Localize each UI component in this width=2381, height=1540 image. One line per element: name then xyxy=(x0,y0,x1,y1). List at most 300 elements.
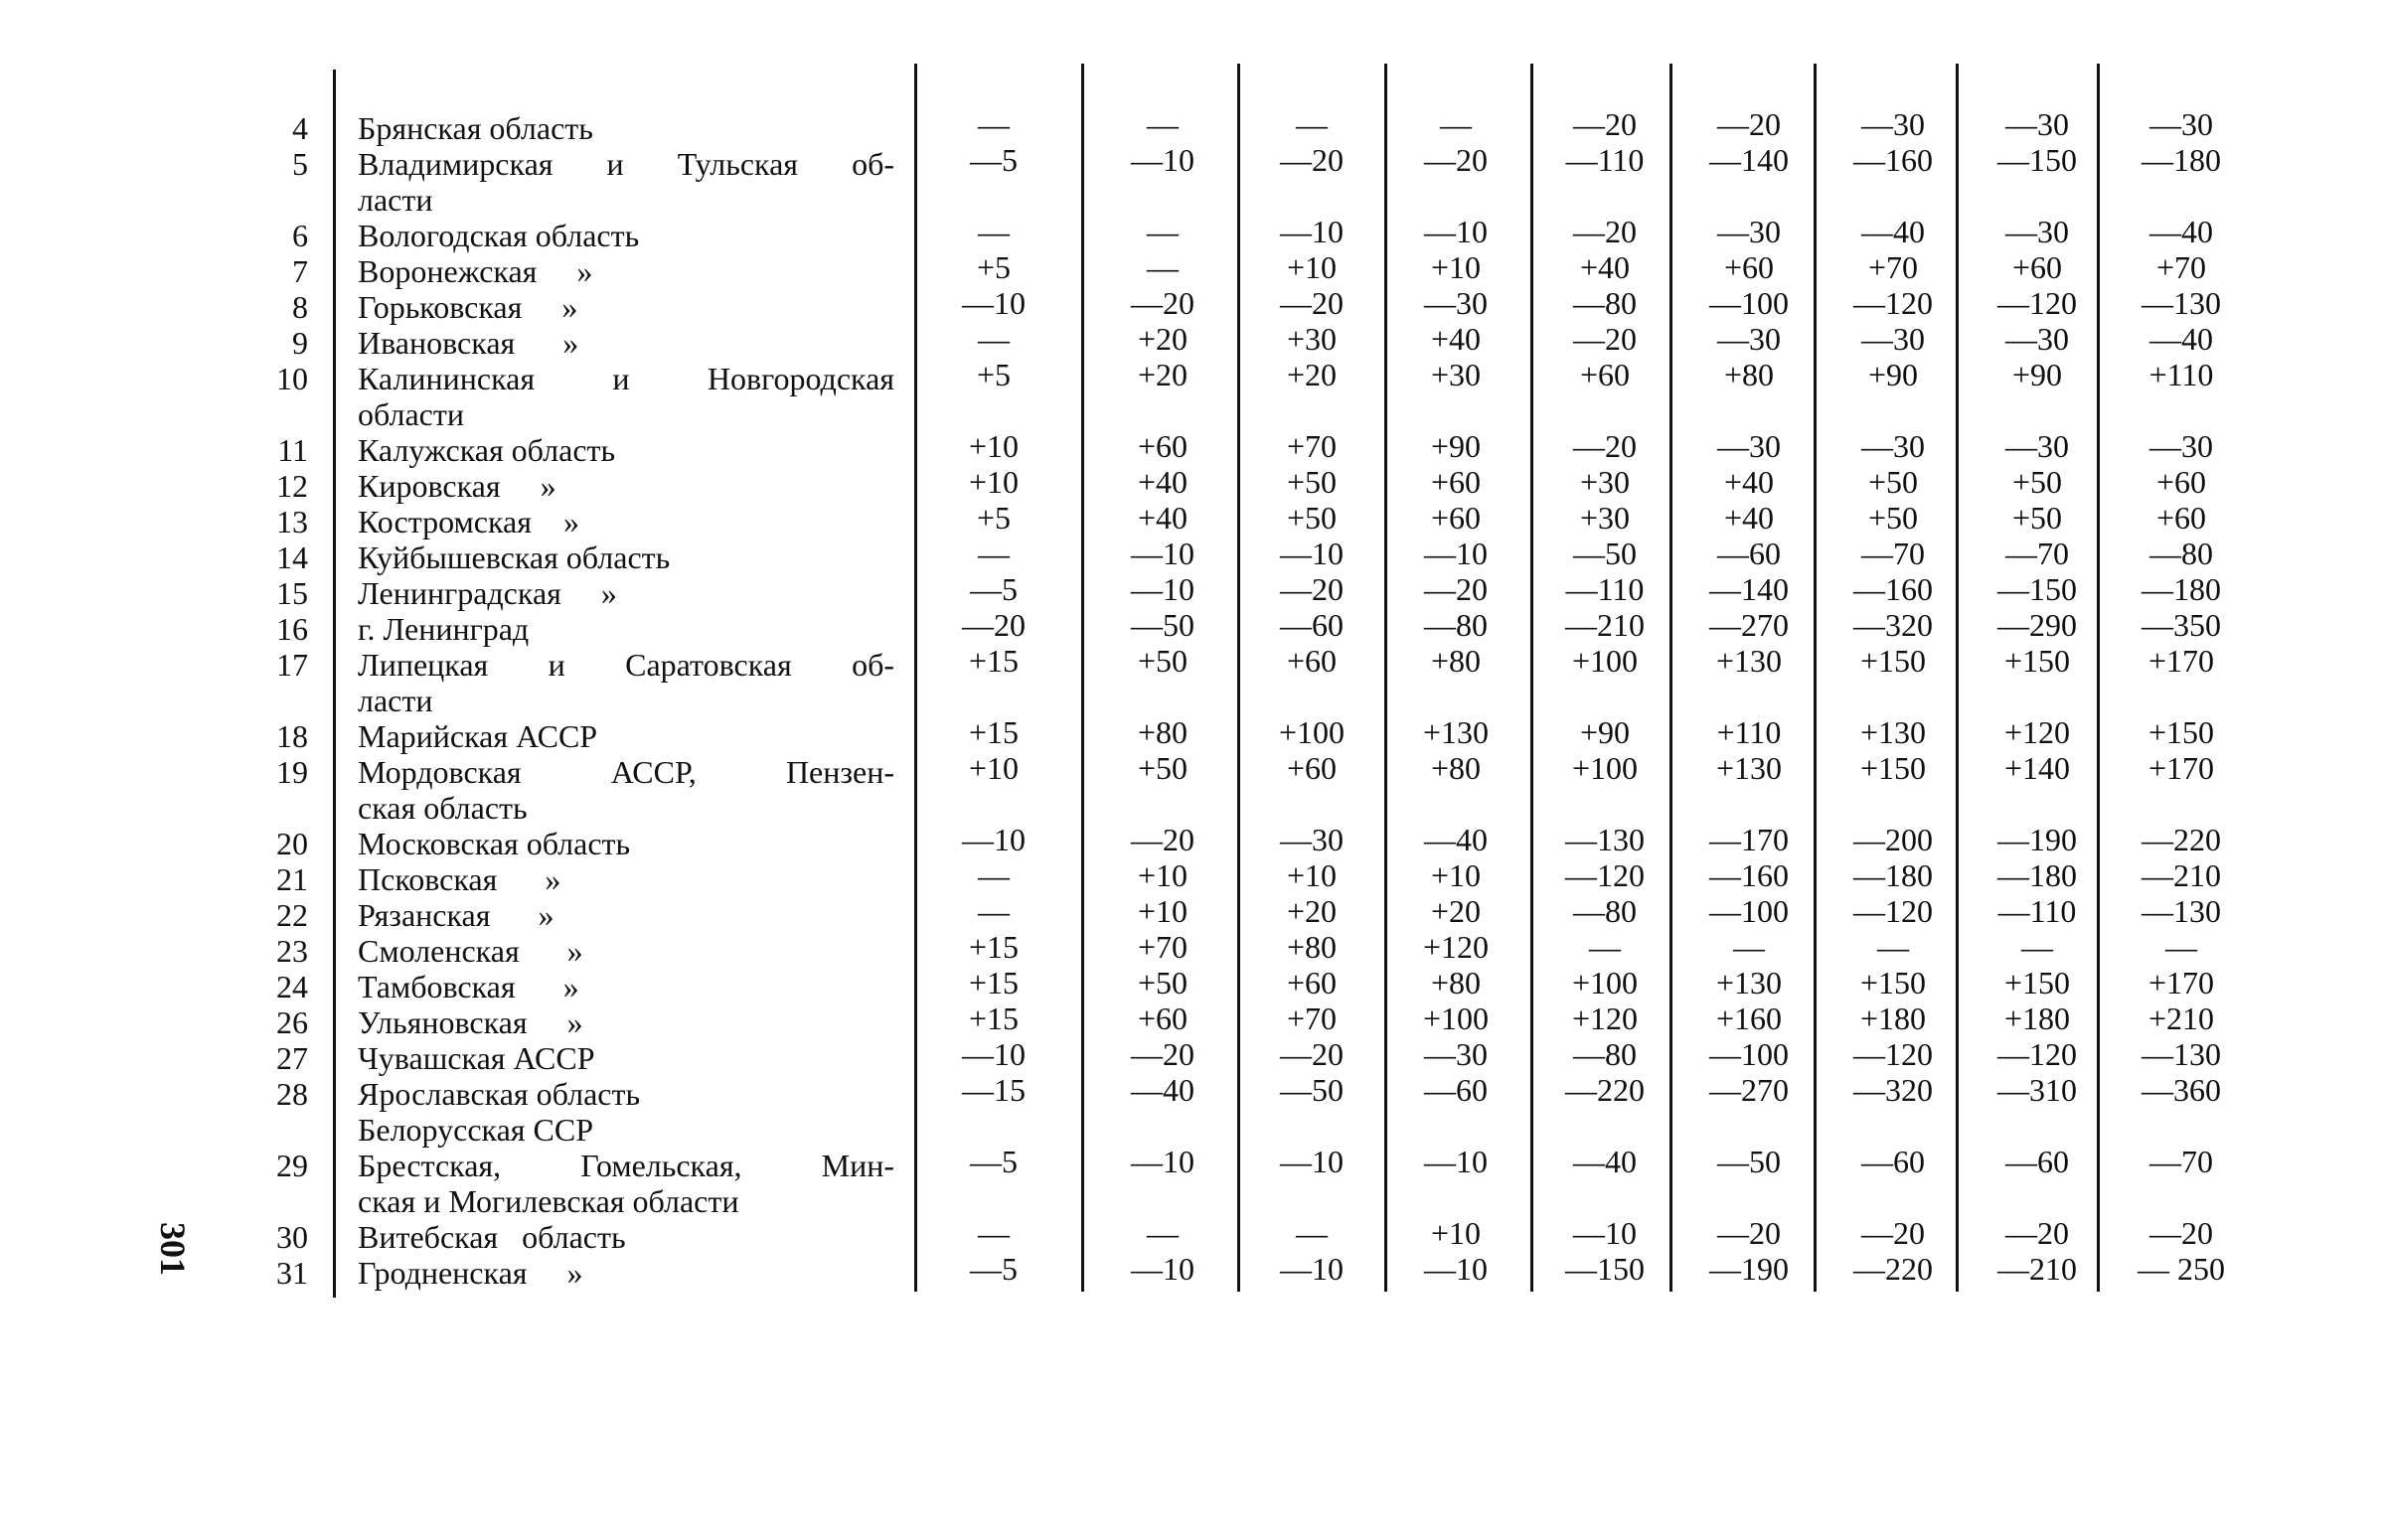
value-cell: —20 xyxy=(1861,1215,1925,1251)
value-cell: —15 xyxy=(962,1072,1026,1108)
value-cell: +90 xyxy=(1867,357,1919,392)
value-cell: +180 xyxy=(1859,1001,1927,1036)
value-cell: —60 xyxy=(1861,1144,1925,1179)
value-cell: +100 xyxy=(1571,643,1639,679)
value-cell: —30 xyxy=(1717,428,1781,464)
value-cell: +60 xyxy=(1430,464,1482,500)
value-cell: +70 xyxy=(1867,249,1919,285)
row-label: Куйбышевская область xyxy=(358,539,671,575)
value-cell: —80 xyxy=(1573,893,1637,929)
value-cell: —5 xyxy=(970,1144,1018,1179)
column-divider xyxy=(914,64,917,1292)
value-cell: —270 xyxy=(1709,1072,1789,1108)
value-cell: —140 xyxy=(1709,571,1789,607)
value-cell: —10 xyxy=(1280,214,1344,249)
row-label: Ульяновская » xyxy=(358,1004,583,1040)
row-number: 30 xyxy=(276,1219,308,1255)
value-cell: —160 xyxy=(1709,857,1789,893)
value-cell: —20 xyxy=(1717,1215,1781,1251)
row-number: 9 xyxy=(292,325,308,361)
row-label: Чувашская АССР xyxy=(358,1040,595,1076)
row-label: Московская область xyxy=(358,826,631,861)
value-cell: +90 xyxy=(2011,357,2063,392)
value-cell: —270 xyxy=(1709,607,1789,643)
value-cell: —10 xyxy=(1131,536,1194,571)
value-cell: —70 xyxy=(2005,536,2069,571)
value-cell: +100 xyxy=(1278,714,1346,750)
value-cell: +10 xyxy=(1430,249,1482,285)
value-cell: +60 xyxy=(1137,428,1189,464)
value-cell: —40 xyxy=(2149,321,2213,357)
value-cell: —30 xyxy=(1280,822,1344,857)
value-cell: +30 xyxy=(1579,464,1631,500)
value-cell: +20 xyxy=(1430,893,1482,929)
value-cell: +15 xyxy=(968,929,1020,965)
value-cell: +90 xyxy=(1579,714,1631,750)
value-cell: —160 xyxy=(1853,142,1933,178)
value-cell: —360 xyxy=(2142,1072,2221,1108)
value-cell: —130 xyxy=(2142,893,2221,929)
row-number: 17 xyxy=(276,647,308,683)
value-cell: —20 xyxy=(1573,214,1637,249)
value-cell: +10 xyxy=(1286,857,1338,893)
value-cell: +50 xyxy=(1137,965,1189,1001)
value-cell: — xyxy=(1147,214,1179,249)
row-label: Белорусская ССР xyxy=(358,1112,593,1148)
row-number: 5 xyxy=(292,146,308,182)
value-cell: — xyxy=(978,106,1010,142)
value-cell: +40 xyxy=(1137,464,1189,500)
row-label: Витебская область xyxy=(358,1219,626,1255)
value-cell: —50 xyxy=(1717,1144,1781,1179)
value-cell: +50 xyxy=(1867,464,1919,500)
value-cell: +20 xyxy=(1137,321,1189,357)
value-cell: —10 xyxy=(1424,214,1488,249)
value-cell: —50 xyxy=(1280,1072,1344,1108)
row-label: Калужская область xyxy=(358,432,616,468)
value-cell: —120 xyxy=(1997,285,2077,321)
value-cell: —60 xyxy=(2005,1144,2069,1179)
value-cell: —120 xyxy=(1853,1036,1933,1072)
value-cell: —10 xyxy=(962,285,1026,321)
row-number: 21 xyxy=(276,861,308,897)
value-cell: — xyxy=(1877,929,1909,965)
value-cell: —40 xyxy=(1424,822,1488,857)
value-cell: —70 xyxy=(1861,536,1925,571)
row-label: Воронежская » xyxy=(358,253,593,289)
value-cell: +140 xyxy=(2003,750,2071,786)
value-cell: —170 xyxy=(1709,822,1789,857)
value-cell: — xyxy=(1147,106,1179,142)
value-cell: —30 xyxy=(1424,1036,1488,1072)
column-divider xyxy=(1530,64,1533,1292)
value-cell: —20 xyxy=(962,607,1026,643)
value-cell: —140 xyxy=(1709,142,1789,178)
value-cell: —210 xyxy=(2142,857,2221,893)
value-cell: +60 xyxy=(2155,464,2207,500)
row-number: 8 xyxy=(292,289,308,325)
value-cell: — xyxy=(2021,929,2053,965)
value-cell: +70 xyxy=(1286,1001,1338,1036)
value-cell: —130 xyxy=(1565,822,1645,857)
value-cell: +15 xyxy=(968,643,1020,679)
value-cell: — xyxy=(1589,929,1621,965)
value-cell: +150 xyxy=(1859,643,1927,679)
value-cell: —120 xyxy=(1853,285,1933,321)
value-cell: +50 xyxy=(2011,464,2063,500)
row-number: 16 xyxy=(276,611,308,647)
row-label: Ленинградская » xyxy=(358,575,617,611)
value-cell: —350 xyxy=(2142,607,2221,643)
value-cell: —20 xyxy=(1573,321,1637,357)
value-cell: — xyxy=(978,321,1010,357)
value-cell: +100 xyxy=(1571,965,1639,1001)
row-label: Мордовская АССР, Пензен- xyxy=(358,754,894,790)
value-cell: —20 xyxy=(1573,428,1637,464)
value-cell: —10 xyxy=(1131,571,1194,607)
value-cell: +40 xyxy=(1137,500,1189,536)
value-cell: +80 xyxy=(1430,750,1482,786)
row-label: Брестская, Гомельская, Мин- xyxy=(358,1148,894,1183)
value-cell: —180 xyxy=(1997,857,2077,893)
value-cell: +150 xyxy=(1859,965,1927,1001)
value-cell: +10 xyxy=(968,464,1020,500)
value-cell: —100 xyxy=(1709,1036,1789,1072)
value-cell: +210 xyxy=(2147,1001,2215,1036)
value-cell: —50 xyxy=(1573,536,1637,571)
value-cell: — xyxy=(978,857,1010,893)
row-label: Костромская » xyxy=(358,504,579,539)
value-cell: —10 xyxy=(1131,142,1194,178)
value-cell: +70 xyxy=(2155,249,2207,285)
value-cell: —30 xyxy=(2005,321,2069,357)
value-cell: +60 xyxy=(1286,643,1338,679)
value-cell: —30 xyxy=(2149,106,2213,142)
value-cell: +100 xyxy=(1422,1001,1490,1036)
value-cell: +50 xyxy=(1286,464,1338,500)
value-cell: —110 xyxy=(1997,893,2077,929)
value-cell: —20 xyxy=(1131,1036,1194,1072)
value-cell: +80 xyxy=(1137,714,1189,750)
value-cell: —5 xyxy=(970,571,1018,607)
value-cell: —20 xyxy=(1280,571,1344,607)
value-cell: —180 xyxy=(1853,857,1933,893)
value-cell: —30 xyxy=(1861,106,1925,142)
value-cell: — xyxy=(1733,929,1765,965)
value-cell: +15 xyxy=(968,965,1020,1001)
value-cell: +60 xyxy=(1137,1001,1189,1036)
value-cell: — xyxy=(978,893,1010,929)
row-number: 23 xyxy=(276,933,308,969)
value-cell: +15 xyxy=(968,714,1020,750)
value-cell: —150 xyxy=(1565,1251,1645,1287)
value-cell: +15 xyxy=(968,1001,1020,1036)
value-cell: —10 xyxy=(1280,536,1344,571)
value-cell: —290 xyxy=(1997,607,2077,643)
value-cell: —320 xyxy=(1853,1072,1933,1108)
value-cell: +90 xyxy=(1430,428,1482,464)
value-cell: —80 xyxy=(2149,536,2213,571)
value-cell: +80 xyxy=(1723,357,1775,392)
value-cell: +5 xyxy=(976,357,1012,392)
value-cell: —220 xyxy=(1565,1072,1645,1108)
value-cell: +120 xyxy=(1422,929,1490,965)
value-cell: +60 xyxy=(1723,249,1775,285)
value-cell: —10 xyxy=(1424,536,1488,571)
value-cell: +10 xyxy=(968,750,1020,786)
value-cell: +170 xyxy=(2147,643,2215,679)
value-cell: +130 xyxy=(1715,750,1783,786)
value-cell: +160 xyxy=(1715,1001,1783,1036)
value-cell: —10 xyxy=(1280,1251,1344,1287)
row-label: ласти xyxy=(358,182,433,218)
row-number: 22 xyxy=(276,897,308,933)
value-cell: —210 xyxy=(1565,607,1645,643)
value-cell: +30 xyxy=(1579,500,1631,536)
value-cell: —10 xyxy=(962,822,1026,857)
value-cell: —60 xyxy=(1717,536,1781,571)
value-cell: —30 xyxy=(2005,106,2069,142)
value-cell: —30 xyxy=(2005,214,2069,249)
value-cell: +150 xyxy=(1859,750,1927,786)
value-cell: +80 xyxy=(1286,929,1338,965)
value-cell: +100 xyxy=(1571,750,1639,786)
row-label: Ивановская » xyxy=(358,325,579,361)
value-cell: —20 xyxy=(1131,285,1194,321)
value-cell: —40 xyxy=(1131,1072,1194,1108)
value-cell: +170 xyxy=(2147,965,2215,1001)
value-cell: —120 xyxy=(1853,893,1933,929)
value-cell: —10 xyxy=(1424,1144,1488,1179)
value-cell: —40 xyxy=(1861,214,1925,249)
value-cell: —130 xyxy=(2142,285,2221,321)
value-cell: —20 xyxy=(1717,106,1781,142)
value-cell: +20 xyxy=(1137,357,1189,392)
value-cell: —20 xyxy=(1424,142,1488,178)
value-cell: +150 xyxy=(2003,643,2071,679)
row-number: 10 xyxy=(276,361,308,396)
value-cell: +10 xyxy=(1286,249,1338,285)
value-cell: —110 xyxy=(1565,571,1645,607)
row-number: 19 xyxy=(276,754,308,790)
value-cell: —310 xyxy=(1997,1072,2077,1108)
value-cell: —320 xyxy=(1853,607,1933,643)
value-cell: +5 xyxy=(976,500,1012,536)
value-cell: — xyxy=(1147,1215,1179,1251)
row-number: 26 xyxy=(276,1004,308,1040)
value-cell: — xyxy=(978,536,1010,571)
value-cell: —20 xyxy=(2005,1215,2069,1251)
value-cell: +60 xyxy=(2155,500,2207,536)
value-cell: —50 xyxy=(1131,607,1194,643)
value-cell: —30 xyxy=(2005,428,2069,464)
value-cell: —10 xyxy=(1131,1144,1194,1179)
row-label: Гродненская » xyxy=(358,1255,583,1291)
value-cell: +50 xyxy=(1867,500,1919,536)
row-label: Брянская область xyxy=(358,110,593,146)
column-divider xyxy=(1081,64,1084,1292)
row-number: 24 xyxy=(276,969,308,1004)
row-number: 29 xyxy=(276,1148,308,1183)
value-cell: +130 xyxy=(1715,643,1783,679)
value-cell: +60 xyxy=(1286,750,1338,786)
value-cell: +130 xyxy=(1715,965,1783,1001)
column-divider xyxy=(1669,64,1672,1292)
value-cell: +20 xyxy=(1286,357,1338,392)
value-cell: — 250 xyxy=(2138,1251,2225,1287)
value-cell: +60 xyxy=(1286,965,1338,1001)
page-number: 301 xyxy=(153,1222,193,1276)
value-cell: +10 xyxy=(1430,857,1482,893)
value-cell: —10 xyxy=(1573,1215,1637,1251)
row-number: 4 xyxy=(292,110,308,146)
row-number: 31 xyxy=(276,1255,308,1291)
column-divider xyxy=(2097,64,2100,1292)
row-number: 14 xyxy=(276,539,308,575)
value-cell: —130 xyxy=(2142,1036,2221,1072)
row-number: 27 xyxy=(276,1040,308,1076)
value-cell: +50 xyxy=(1137,750,1189,786)
row-number: 13 xyxy=(276,504,308,539)
value-cell: +80 xyxy=(1430,965,1482,1001)
value-cell: +70 xyxy=(1286,428,1338,464)
value-cell: +30 xyxy=(1286,321,1338,357)
row-number: 11 xyxy=(277,432,308,468)
value-cell: —10 xyxy=(1424,1251,1488,1287)
value-cell: —20 xyxy=(1280,1036,1344,1072)
value-cell: +5 xyxy=(976,249,1012,285)
row-label: области xyxy=(358,396,464,432)
value-cell: —30 xyxy=(1861,321,1925,357)
row-number: 15 xyxy=(276,575,308,611)
value-cell: +10 xyxy=(1137,893,1189,929)
row-label: Ярославская область xyxy=(358,1076,641,1112)
value-cell: +30 xyxy=(1430,357,1482,392)
row-number: 18 xyxy=(276,718,308,754)
value-cell: —30 xyxy=(1717,214,1781,249)
column-divider xyxy=(1237,64,1240,1292)
value-cell: —200 xyxy=(1853,822,1933,857)
value-cell: — xyxy=(1440,106,1472,142)
value-cell: +110 xyxy=(1716,714,1782,750)
value-cell: —80 xyxy=(1424,607,1488,643)
value-cell: —5 xyxy=(970,142,1018,178)
value-cell: —220 xyxy=(1853,1251,1933,1287)
value-cell: +50 xyxy=(2011,500,2063,536)
value-cell: — xyxy=(978,1215,1010,1251)
value-cell: +40 xyxy=(1579,249,1631,285)
value-cell: +40 xyxy=(1723,464,1775,500)
row-number: 20 xyxy=(276,826,308,861)
value-cell: —100 xyxy=(1709,893,1789,929)
value-cell: —5 xyxy=(970,1251,1018,1287)
value-cell: +150 xyxy=(2147,714,2215,750)
row-label: Горьковская » xyxy=(358,289,578,325)
row-label: Марийская АССР xyxy=(358,718,598,754)
value-cell: —10 xyxy=(1131,1251,1194,1287)
value-cell: —150 xyxy=(1997,571,2077,607)
value-cell: +40 xyxy=(1430,321,1482,357)
value-cell: —30 xyxy=(1424,285,1488,321)
column-divider xyxy=(333,70,336,1298)
value-cell: —150 xyxy=(1997,142,2077,178)
value-cell: —220 xyxy=(2142,822,2221,857)
column-divider xyxy=(1384,64,1387,1292)
value-cell: —20 xyxy=(1424,571,1488,607)
row-label: Липецкая и Саратовская об- xyxy=(358,647,894,683)
row-label: г. Ленинград xyxy=(358,611,530,647)
value-cell: +60 xyxy=(2011,249,2063,285)
value-cell: —80 xyxy=(1573,285,1637,321)
row-label: ская и Могилевская области xyxy=(358,1183,739,1219)
row-number: 6 xyxy=(292,218,308,253)
row-label: Рязанская » xyxy=(358,897,555,933)
value-cell: +60 xyxy=(1579,357,1631,392)
value-cell: +40 xyxy=(1723,500,1775,536)
value-cell: —60 xyxy=(1280,607,1344,643)
value-cell: —10 xyxy=(1280,1144,1344,1179)
row-label: Калининская и Новгородская xyxy=(358,361,894,396)
value-cell: —100 xyxy=(1709,285,1789,321)
value-cell: —20 xyxy=(1131,822,1194,857)
value-cell: +150 xyxy=(2003,965,2071,1001)
value-cell: —20 xyxy=(1280,285,1344,321)
row-label: Кировская » xyxy=(358,468,556,504)
value-cell: —60 xyxy=(1424,1072,1488,1108)
value-cell: +50 xyxy=(1137,643,1189,679)
value-cell: —70 xyxy=(2149,1144,2213,1179)
value-cell: —30 xyxy=(1861,428,1925,464)
value-cell: —110 xyxy=(1565,142,1645,178)
value-cell: —160 xyxy=(1853,571,1933,607)
value-cell: —190 xyxy=(1997,822,2077,857)
value-cell: —30 xyxy=(1717,321,1781,357)
row-number: 12 xyxy=(276,468,308,504)
value-cell: +10 xyxy=(968,428,1020,464)
value-cell: —120 xyxy=(1565,857,1645,893)
value-cell: +10 xyxy=(1137,857,1189,893)
value-cell: —120 xyxy=(1997,1036,2077,1072)
value-cell: —210 xyxy=(1997,1251,2077,1287)
row-label: Вологодская область xyxy=(358,218,640,253)
value-cell: +170 xyxy=(2147,750,2215,786)
row-label: Тамбовская » xyxy=(358,969,579,1004)
value-cell: —30 xyxy=(2149,428,2213,464)
row-number: 28 xyxy=(276,1076,308,1112)
value-cell: —20 xyxy=(1280,142,1344,178)
value-cell: +110 xyxy=(2148,357,2214,392)
value-cell: +50 xyxy=(1286,500,1338,536)
value-cell: — xyxy=(1296,106,1328,142)
row-label: ская область xyxy=(358,790,528,826)
row-label: ласти xyxy=(358,683,433,718)
column-divider xyxy=(1956,64,1959,1292)
value-cell: —10 xyxy=(962,1036,1026,1072)
value-cell: +60 xyxy=(1430,500,1482,536)
value-cell: +130 xyxy=(1422,714,1490,750)
row-label: Псковская » xyxy=(358,861,561,897)
value-cell: +120 xyxy=(2003,714,2071,750)
value-cell: —180 xyxy=(2142,142,2221,178)
value-cell: — xyxy=(2165,929,2197,965)
value-cell: —20 xyxy=(2149,1215,2213,1251)
value-cell: +80 xyxy=(1430,643,1482,679)
value-cell: —20 xyxy=(1573,106,1637,142)
value-cell: +10 xyxy=(1430,1215,1482,1251)
value-cell: +130 xyxy=(1859,714,1927,750)
value-cell: +120 xyxy=(1571,1001,1639,1036)
value-cell: — xyxy=(978,214,1010,249)
